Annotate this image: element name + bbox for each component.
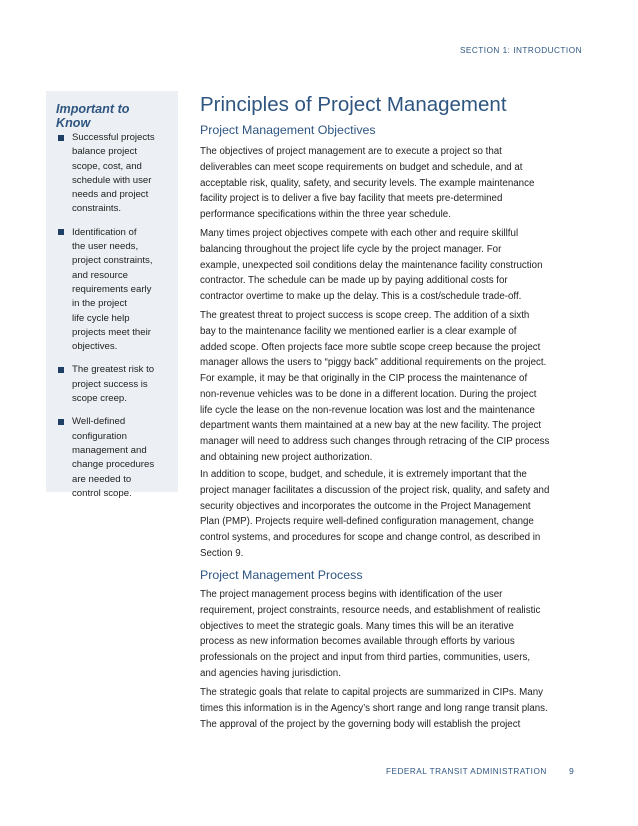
sidebar-title: [56, 102, 129, 130]
square-bullet-icon: [58, 367, 64, 373]
text-line: example, unexpected soil conditions delay the maintenance facility construction: [200, 259, 543, 271]
sidebar-title-line: Know: [56, 116, 91, 130]
text-line: department wants them maintained at a new bay at the new facility. The project: [200, 420, 542, 432]
sidebar-item-line: balance project: [72, 146, 138, 158]
text-line: process as new information becomes available through efforts by various: [200, 636, 515, 648]
sidebar-item-line: needs and project: [72, 189, 149, 201]
text-line: The greatest threat to project success is scope creep. The addition of a sixth: [200, 310, 530, 321]
text-line: manager will need to address such changes through retracing of the CIP process: [200, 436, 550, 447]
sidebar-item-line: change procedures: [72, 459, 155, 471]
text-line: In addition to scope, budget, and schedule, it is extremely important that the: [200, 469, 527, 480]
square-bullet-icon: [58, 419, 64, 425]
sidebar-item-line: scope creep.: [72, 393, 127, 405]
text-line: deliverables can meet scope requirements on budget and schedule, and at: [200, 161, 523, 173]
square-bullet-icon: [58, 229, 64, 235]
square-bullet-icon: [58, 135, 64, 141]
text-line: control systems, and procedures for scope and change control, as described in: [200, 532, 541, 543]
text-line: and obtaining new project authorization.: [200, 451, 373, 463]
sidebar-item-line: The greatest risk to: [72, 364, 155, 376]
page-title: Principles of Project Management: [200, 93, 507, 116]
sidebar-item-line: and resource: [72, 269, 128, 281]
text-line: Many times project objectives compete with each other and require skillful: [200, 228, 519, 239]
sidebar-title-line: Important to: [56, 102, 130, 116]
text-line: balancing throughout the project life cycle by the project manager. For: [200, 243, 502, 255]
paragraph: [200, 587, 590, 682]
text-line: objectives to meet the strategic goals. Many times this will be an iterative: [200, 620, 514, 632]
sidebar-item-line: configuration: [72, 430, 127, 442]
sidebar-item-line: life cycle help: [72, 312, 130, 324]
sidebar-item-line: project constraints,: [72, 255, 153, 267]
text-line: professionals on the project and input from third parties, communities, users,: [200, 652, 531, 663]
text-line: The approval of the project by the governing body will establish the project: [200, 718, 521, 730]
sidebar-item: [56, 131, 180, 217]
sidebar-item: [56, 363, 180, 406]
sidebar-item-line: in the project: [72, 298, 127, 310]
sidebar-item-line: Successful projects: [72, 132, 155, 143]
text-line: performance specifications within the three year schedule.: [200, 209, 451, 220]
section-header: SECTION 1: INTRODUCTION: [459, 46, 582, 55]
paragraph: [200, 144, 590, 223]
page-number: 9: [569, 766, 574, 776]
sidebar-item-line: control scope.: [72, 487, 132, 499]
text-line: manager allows the users to “piggy back” additional requirements on the project.: [200, 357, 547, 369]
sidebar-item-line: Well-defined: [72, 416, 126, 428]
sidebar-item-line: Identification of: [72, 226, 137, 238]
text-line: contractor. The schedule can be made up by paying additional costs for: [200, 275, 508, 287]
text-line: non-revenue vehicles was to be done in a different location. During the project: [200, 388, 537, 400]
text-line: life cycle the lease on the non-revenue location was lost and the maintenance: [200, 404, 535, 416]
text-line: Section 9.: [200, 547, 244, 559]
text-line: The objectives of project management are to execute a project so that: [200, 146, 502, 157]
sidebar-item-line: are needed to: [72, 473, 132, 485]
text-line: facility project is to deliver a five bay facility that meets pre-determined: [200, 193, 503, 205]
section-heading-process: Project Management Process: [200, 568, 363, 582]
text-line: The strategic goals that relate to capital projects are summarized in CIPs. Many: [200, 687, 544, 698]
sidebar-list: [56, 131, 180, 501]
text-line: added scope. Often projects face more subtle scope creep because the project: [200, 341, 541, 353]
sidebar-item-line: scope, cost, and: [72, 160, 142, 172]
paragraph: [200, 226, 590, 305]
paragraph: [200, 308, 590, 466]
sidebar-item: [56, 415, 180, 501]
text-line: acceptable risk, quality, safety, and security levels. The example maintenance: [200, 177, 535, 189]
sidebar-item-line: constraints.: [72, 203, 122, 215]
sidebar-item-line: management and: [72, 444, 147, 456]
text-line: and agencies having jurisdiction.: [200, 667, 341, 679]
section-heading-objectives: Project Management Objectives: [200, 123, 376, 137]
important-to-know-sidebar: [46, 91, 178, 499]
paragraph: [200, 467, 590, 562]
sidebar-item-line: requirements early: [72, 283, 152, 295]
sidebar-item: [56, 226, 180, 355]
text-line: Plan (PMP). Projects require well-defined configuration management, change: [200, 516, 534, 528]
text-line: requirement, project constraints, resource needs, and establishment of realistic: [200, 604, 541, 616]
text-line: project manager facilitates a discussion of the project risk, quality, and safety and: [200, 484, 550, 496]
sidebar-item-line: the user needs,: [72, 241, 139, 253]
sidebar-item-line: schedule with user: [72, 174, 152, 186]
text-line: bay to the maintenance facility we mentioned earlier is a clear example of: [200, 325, 517, 337]
text-line: times this information is in the Agency’s short range and long range transit plans.: [200, 702, 548, 714]
text-line: The project management process begins with identification of the user: [200, 589, 503, 600]
text-line: For example, it may be that originally in the CIP process the maintenance of: [200, 373, 528, 384]
sidebar-item-line: project success is: [72, 378, 148, 390]
text-line: security objectives and incorporates the outcome in the Project Management: [200, 500, 531, 512]
paragraph: [200, 685, 590, 732]
sidebar-item-line: projects meet their: [72, 326, 151, 338]
sidebar-item-line: objectives.: [72, 341, 118, 353]
footer-agency: FEDERAL TRANSIT ADMINISTRATION: [386, 767, 547, 776]
text-line: contractor overtime to make up the delay. This is a cost/schedule trade-off.: [200, 291, 522, 302]
